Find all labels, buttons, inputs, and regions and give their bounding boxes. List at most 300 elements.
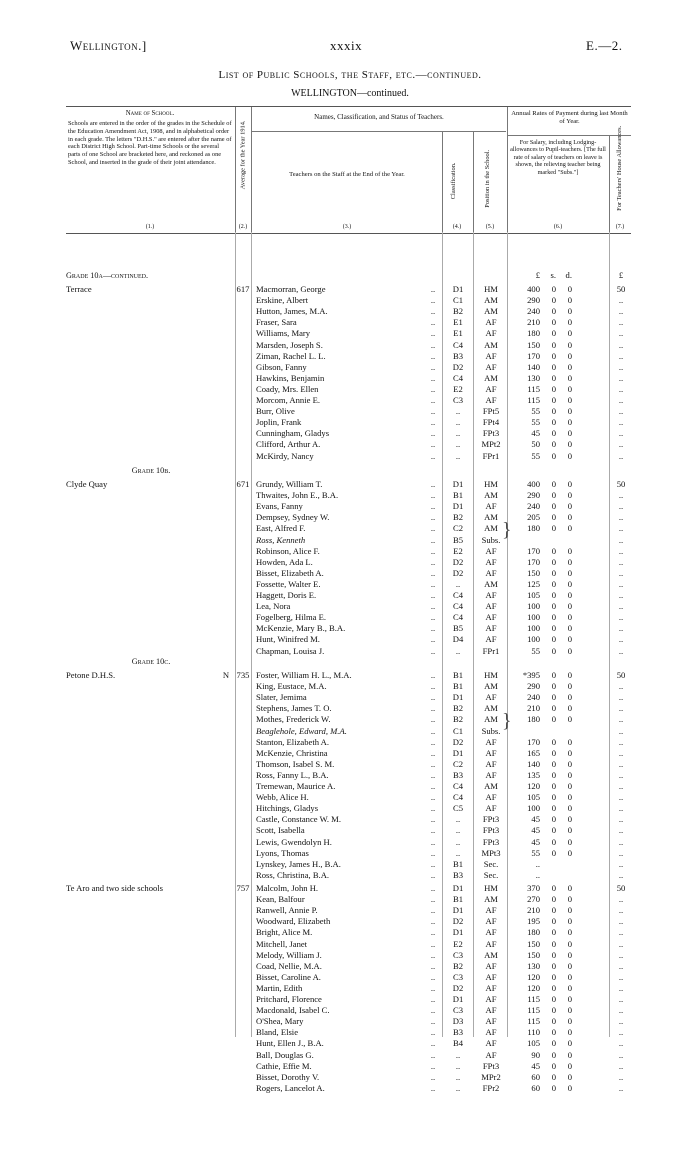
salary: [512, 825, 598, 836]
position: AF: [485, 769, 497, 780]
teacher-name: Fraser, Sara: [256, 317, 297, 328]
school-name: Te Aro and two side schools: [66, 883, 164, 893]
position: AF: [485, 601, 497, 612]
col-num-5: (5.): [485, 223, 495, 230]
table-row: [66, 759, 631, 770]
salary-shillings: 0: [551, 1038, 556, 1049]
leader-dots: ..: [430, 439, 436, 450]
salary-pence: 0: [567, 545, 572, 556]
leader-dots: ..: [430, 814, 436, 825]
salary-shillings: 0: [551, 439, 556, 450]
salary: [512, 814, 598, 825]
classification: B1: [452, 681, 464, 692]
position: AF: [485, 1016, 497, 1027]
classification: D1: [452, 692, 464, 703]
house-allowance-dots: ..: [618, 836, 624, 847]
salary: [512, 623, 598, 634]
house-allowance-dots: ..: [618, 523, 624, 534]
classification: B3: [452, 1027, 464, 1038]
salary-pence: 0: [567, 894, 572, 905]
table-row: [66, 825, 631, 836]
position: AF: [485, 317, 497, 328]
table-row: [66, 792, 631, 803]
salary-shillings: 0: [551, 339, 556, 350]
house-allowance-dots: ..: [618, 512, 624, 523]
position: AM: [484, 490, 498, 501]
leader-dots: ..: [430, 1038, 436, 1049]
salary-pounds: 400: [527, 479, 540, 489]
classification: B2: [452, 512, 464, 523]
running-head-right: E.—2.: [586, 38, 623, 53]
table-row: [66, 781, 631, 792]
table-row: [66, 848, 631, 859]
house-allowance-dots: ..: [618, 1071, 624, 1082]
salary: [512, 781, 598, 792]
table-row: [66, 295, 631, 306]
teacher-name: Macmorran, George: [256, 284, 326, 294]
table-row: [66, 646, 631, 657]
leader-dots: ..: [430, 450, 436, 461]
classification: C4: [452, 372, 464, 383]
salary-shillings: 0: [551, 317, 556, 328]
salary-pounds: 50: [531, 439, 540, 450]
house-allowance-dots: ..: [618, 383, 624, 394]
house-allowance-dots: ..: [618, 869, 624, 880]
leader-dots: ..: [430, 339, 436, 350]
teacher-name: Stanton, Elizabeth A.: [256, 736, 330, 747]
salary-pounds: 130: [527, 960, 540, 971]
position: AF: [485, 1038, 497, 1049]
salary-pounds: 115: [527, 383, 540, 394]
house-allowance-dots: ..: [618, 905, 624, 916]
position: AM: [484, 306, 498, 317]
position: AF: [485, 758, 497, 769]
teachers-heading: Teachers on the Staff at the End of the Year.: [289, 171, 405, 178]
house-allowance-dots: ..: [618, 803, 624, 814]
classification: ..: [455, 814, 461, 825]
leader-dots: ..: [430, 825, 436, 836]
teacher-name: Thomson, Isabel S. M.: [256, 758, 335, 769]
salary-pence: 0: [567, 406, 572, 417]
teacher-name: Mitchell, Janet: [256, 938, 308, 949]
teacher-name: Melody, William J.: [256, 949, 322, 960]
salary-pence: 0: [567, 523, 572, 534]
school-name: Terrace: [66, 284, 92, 294]
house-allowance-dots: ..: [618, 916, 624, 927]
position: AM: [484, 372, 498, 383]
teacher-name: Bisset, Dorothy V.: [256, 1071, 320, 1082]
salary-pounds: 400: [527, 284, 540, 294]
salary-shillings: 0: [551, 692, 556, 703]
house-allowance-dots: ..: [618, 1060, 624, 1071]
table-row: [66, 972, 631, 983]
salary: [512, 848, 598, 859]
teacher-name: Thwaites, John E., B.A.: [256, 490, 339, 501]
table-row: [66, 670, 631, 681]
salary-shillings: 0: [551, 450, 556, 461]
salary-shillings: 0: [551, 417, 556, 428]
salary-pence: 0: [567, 383, 572, 394]
salary-pounds: 180: [527, 328, 540, 339]
house-allowance-dots: ..: [618, 825, 624, 836]
classification: C4: [452, 339, 464, 350]
teacher-name: Webb, Alice H.: [256, 792, 309, 803]
salary: [512, 1038, 598, 1049]
salary-pence: 0: [567, 634, 572, 645]
teacher-name: Hutton, James, M.A.: [256, 306, 328, 317]
salary: [512, 726, 598, 737]
house-allowance-dots: ..: [618, 490, 624, 501]
teachers-group-header: [252, 107, 506, 233]
leader-dots: ..: [430, 545, 436, 556]
classification: ..: [455, 1082, 461, 1093]
table-row: [66, 894, 631, 905]
salary-pounds: 120: [527, 971, 540, 982]
salary-pence: 0: [567, 847, 572, 858]
house-allowance: 50: [616, 883, 626, 893]
salary: [512, 1061, 598, 1072]
table-row: [66, 961, 631, 972]
classification: D1: [452, 747, 464, 758]
position: AF: [485, 556, 497, 567]
salary-shillings: 0: [551, 916, 556, 927]
position: AF: [485, 634, 497, 645]
salary-pence: 0: [567, 736, 572, 747]
table-row: [66, 501, 631, 512]
leader-dots: ..: [430, 328, 436, 339]
salary-pounds: 140: [527, 758, 540, 769]
teacher-name: Ziman, Rachel L. L.: [256, 350, 326, 361]
teacher-name: Slater, Jemima: [256, 692, 307, 703]
table-row: [66, 681, 631, 692]
position: AF: [485, 747, 497, 758]
names-heading: Names, Classification, and Status of Teachers.: [314, 113, 444, 121]
position: AF: [485, 1027, 497, 1038]
classification: D2: [452, 361, 464, 372]
salary: [512, 692, 598, 703]
classification: ..: [455, 578, 461, 589]
salary: [512, 384, 598, 395]
salary: [512, 568, 598, 579]
average-attendance: 735: [236, 670, 250, 680]
running-head-left: Wellington.]: [70, 38, 147, 53]
salary-shillings: 0: [551, 284, 556, 294]
position: AF: [485, 982, 497, 993]
salary: [512, 535, 598, 546]
salary: [512, 759, 598, 770]
classification: E2: [453, 383, 463, 394]
classification: B2: [452, 960, 464, 971]
leader-dots: ..: [430, 769, 436, 780]
table-subtitle: WELLINGTON—continued.: [291, 88, 409, 99]
salary-pence: 0: [567, 1005, 572, 1016]
classification: B3: [452, 350, 464, 361]
position-heading: Position in the School.: [484, 149, 492, 208]
salary-pounds: 240: [527, 306, 540, 317]
house-allowance-dots: ..: [618, 578, 624, 589]
salary-shillings: 0: [551, 383, 556, 394]
house-allowance-dots: ..: [618, 361, 624, 372]
salary-pence: 0: [567, 781, 572, 791]
position: AM: [484, 578, 498, 589]
house-allowance-dots: ..: [618, 417, 624, 428]
teacher-name: Ranwell, Annie P.: [256, 905, 318, 916]
salary-pounds: 115: [527, 1016, 540, 1027]
table-row: [66, 994, 631, 1005]
classification: B1: [452, 490, 464, 501]
teacher-name: Lynskey, James H., B.A.: [256, 858, 341, 869]
classification: D2: [452, 982, 464, 993]
teacher-name: Burr, Olive: [256, 406, 295, 417]
leader-dots: ..: [430, 590, 436, 600]
classification: ..: [455, 1049, 461, 1060]
house-allowance-dots: ..: [618, 350, 624, 361]
house-allowance-dots: ..: [618, 450, 624, 461]
leader-dots: ..: [430, 361, 436, 372]
salary-pounds: 55: [531, 406, 540, 417]
table-row: [66, 950, 631, 961]
col-num-6: (6.): [553, 223, 563, 230]
bracket-mark: }: [502, 710, 512, 733]
salary: [512, 340, 598, 351]
leader-dots: ..: [430, 645, 436, 656]
salary: [512, 428, 598, 439]
salary-pence: 0: [567, 590, 572, 600]
position: AF: [485, 971, 497, 982]
table-row: [66, 306, 631, 317]
salary: [512, 406, 598, 417]
teacher-name: Bland, Elsie: [256, 1027, 299, 1038]
salary-pence: 0: [567, 479, 572, 489]
position: AF: [485, 383, 497, 394]
salary: [512, 670, 598, 681]
salary-shillings: 0: [551, 814, 556, 825]
house-allowance: 50: [616, 479, 626, 489]
classification: D2: [452, 736, 464, 747]
salary-pounds: 100: [527, 612, 540, 623]
leader-dots: ..: [430, 295, 436, 306]
teacher-name: Howden, Ada L.: [256, 556, 313, 567]
salary-pounds: 115: [527, 994, 540, 1004]
salary-shillings: 0: [551, 949, 556, 960]
position: HM: [484, 670, 498, 680]
table-row: [66, 870, 631, 881]
table-row: [66, 905, 631, 916]
position: MPt2: [481, 439, 501, 450]
position: HM: [484, 284, 498, 294]
position: AF: [485, 803, 497, 814]
position: Subs.: [481, 725, 501, 736]
house-allowance-dots: ..: [618, 894, 624, 905]
house-allowance-dots: ..: [618, 692, 624, 703]
teacher-name: Castle, Constance W. M.: [256, 814, 341, 825]
salary-pence: 0: [567, 317, 572, 328]
salary-pence: 0: [567, 758, 572, 769]
position: AF: [485, 1049, 497, 1060]
leader-dots: ..: [430, 501, 436, 512]
salary-pence: 0: [567, 339, 572, 350]
position: AM: [484, 894, 498, 905]
house-allowance-dots: ..: [618, 847, 624, 858]
house-allowance-dots: ..: [618, 556, 624, 567]
teacher-name: Rogers, Lancelot A.: [256, 1082, 325, 1093]
salary: [512, 927, 598, 938]
leader-dots: ..: [430, 927, 436, 938]
salary: [512, 439, 598, 450]
salary: [512, 634, 598, 645]
salary-pence: 0: [567, 417, 572, 428]
salary: [512, 328, 598, 339]
salary-shillings: 0: [551, 1005, 556, 1016]
teacher-name: Cunningham, Gladys: [256, 428, 330, 439]
grade-heading: [66, 270, 631, 281]
teacher-name: Fogelberg, Hilma E.: [256, 612, 327, 623]
table-row: [66, 1050, 631, 1061]
leader-dots: ..: [430, 406, 436, 417]
salary-pounds: 55: [531, 847, 540, 858]
leader-dots: ..: [430, 905, 436, 916]
house-allowance-dots: ..: [618, 927, 624, 938]
salary-pounds: 100: [527, 634, 540, 645]
leader-dots: ..: [430, 578, 436, 589]
salary-shillings: 0: [551, 1016, 556, 1027]
table-row: [66, 1061, 631, 1072]
house-allowance: 50: [616, 284, 626, 294]
salary: [512, 601, 598, 612]
teacher-name: Fossette, Walter E.: [256, 578, 321, 589]
salary-shillings: 0: [551, 1049, 556, 1060]
leader-dots: ..: [430, 758, 436, 769]
salary-pence: 0: [567, 567, 572, 578]
grade-heading: [66, 656, 631, 667]
teacher-name: Erskine, Albert: [256, 295, 309, 306]
classification: C4: [452, 612, 464, 623]
classification: ..: [455, 836, 461, 847]
teacher-name: Robinson, Alice F.: [256, 545, 320, 556]
salary-pounds: 210: [527, 317, 540, 328]
salary-pence: 0: [567, 612, 572, 623]
table-row: [66, 406, 631, 417]
table-row: [66, 748, 631, 759]
leader-dots: ..: [430, 747, 436, 758]
classification: ..: [455, 417, 461, 428]
salary-pence: 0: [567, 578, 572, 589]
salary-shillings: 0: [551, 883, 556, 893]
salary-pence: 0: [567, 1071, 572, 1082]
teacher-name: Dempsey, Sydney W.: [256, 512, 330, 523]
teacher-name: Gibson, Fanny: [256, 361, 307, 372]
teacher-name: Scott, Isabella: [256, 825, 305, 836]
leader-dots: ..: [430, 490, 436, 501]
classification: B3: [452, 769, 464, 780]
salary: [512, 373, 598, 384]
teacher-name: Hunt, Ellen J., B.A.: [256, 1038, 324, 1049]
teacher-name: Clifford, Arthur A.: [256, 439, 321, 450]
position: AM: [484, 714, 498, 725]
salary-pounds: 240: [527, 692, 540, 703]
classification: B4: [452, 1038, 464, 1049]
house-allowance-dots: ..: [618, 1016, 624, 1027]
salary-pence: 0: [567, 328, 572, 339]
leader-dots: ..: [430, 670, 436, 680]
leader-dots: ..: [430, 634, 436, 645]
salary: [512, 681, 598, 692]
position: AF: [485, 501, 497, 512]
position: FPr1: [482, 450, 500, 461]
teacher-name: Martin, Edith: [256, 982, 303, 993]
salary-shillings: 0: [551, 523, 556, 534]
leader-dots: ..: [430, 612, 436, 623]
classification: ..: [455, 439, 461, 450]
salary-pence: 0: [567, 501, 572, 512]
position: AF: [485, 792, 497, 803]
shilling-sign: s.: [550, 270, 556, 280]
teacher-name: Morcom, Annie E.: [256, 395, 320, 405]
salary-pounds: 150: [527, 339, 540, 350]
salary-pence: 0: [567, 971, 572, 982]
table-header: [66, 106, 631, 234]
teacher-name: McKenzie, Mary B., B.A.: [256, 623, 346, 634]
teacher-name: Malcolm, John H.: [256, 883, 319, 893]
salary-shillings: 0: [551, 645, 556, 656]
position: AF: [485, 927, 497, 938]
school-note: Schools are entered in the order of the grades in the Schedule of the Education Amendment Act, 1908, and in alphabetical order in each grade. The letters "D.H.S." are entered after the name of each District High School. Part-time Schools or the several parts of one School are bracketed here, and reckoned as one School, and inserted in the grade of their joint attendance.: [68, 120, 232, 166]
salary-shillings: 0: [551, 512, 556, 523]
leader-dots: ..: [430, 692, 436, 703]
salary: [512, 894, 598, 905]
salary-pence: 0: [567, 916, 572, 927]
position: AM: [484, 703, 498, 714]
position: AM: [484, 781, 498, 791]
position: AF: [485, 328, 497, 339]
house-allowance-dots: ..: [618, 645, 624, 656]
salary-pounds: 180: [527, 714, 540, 725]
leader-dots: ..: [430, 523, 436, 534]
teacher-name: King, Eustace, M.A.: [256, 681, 327, 692]
salary-pence: 0: [567, 372, 572, 383]
salary-pounds: 170: [527, 350, 540, 361]
salary: [512, 983, 598, 994]
table-body: [66, 232, 631, 1093]
salary: [512, 837, 598, 848]
salary-pounds: 115: [527, 395, 540, 405]
teacher-name: Beaglehole, Edward, M.A.: [256, 725, 347, 736]
table-row: [66, 916, 631, 927]
leader-dots: ..: [430, 1049, 436, 1060]
teacher-name: Coady, Mrs. Ellen: [256, 383, 319, 394]
house-allowance-dots: ..: [618, 1082, 624, 1093]
leader-dots: ..: [430, 894, 436, 905]
salary: [512, 1005, 598, 1016]
salary-pence: 0: [567, 284, 572, 294]
table-row: [66, 490, 631, 501]
salary: [512, 523, 598, 534]
salary-pence: 0: [567, 361, 572, 372]
salary-shillings: 0: [551, 567, 556, 578]
leader-dots: ..: [430, 949, 436, 960]
teacher-name: Mothes, Frederick W.: [256, 714, 331, 725]
salary: [512, 770, 598, 781]
position: AM: [484, 681, 498, 692]
house-allowance-dots: ..: [618, 395, 624, 405]
salary: [512, 994, 598, 1005]
leader-dots: ..: [430, 1016, 436, 1027]
average-attendance: 757: [236, 883, 250, 893]
teacher-name: Lewis, Gwendolyn H.: [256, 836, 332, 847]
table-row: [66, 590, 631, 601]
position: AM: [484, 512, 498, 523]
table-row: [66, 983, 631, 994]
